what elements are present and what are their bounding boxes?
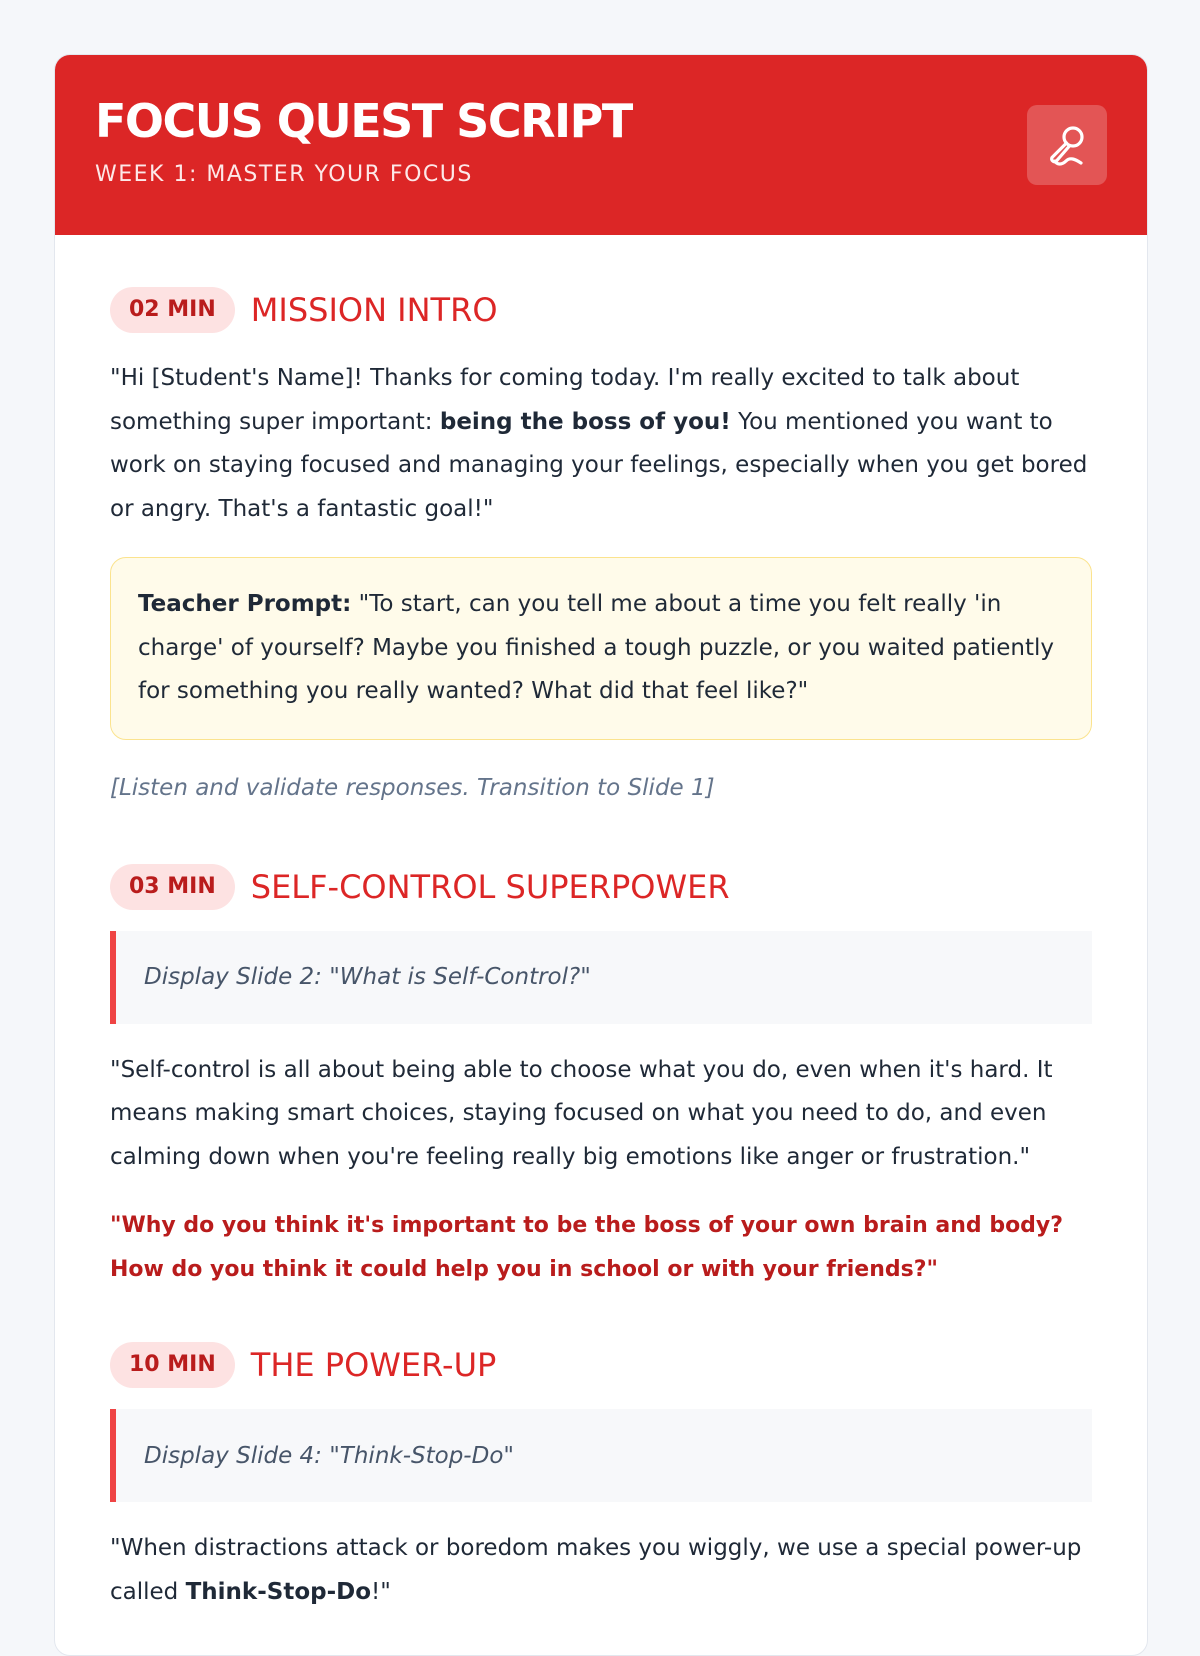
slide-callout: Display Slide 2: "What is Self-Control?": [110, 931, 1092, 1024]
script-body: [55, 235, 1147, 1614]
teacher-prompt-box: [110, 557, 1092, 740]
body-paragraph: "Self-control is all about being able to choose what you do, even when it's hard. It means making smart choices, staying focused on what you need to do, and even calming down when you're feeling really big emotions like anger or frustration.": [110, 1056, 1053, 1170]
body-paragraph: "When distractions attack or boredom makes you wiggly, we use a special power-up called Think-Stop-Do!": [110, 1535, 1082, 1605]
transition-note: [Listen and validate responses. Transition to Slide 1]: [110, 774, 715, 801]
microphone-button[interactable]: [1027, 105, 1107, 185]
discussion-question: "Why do you think it's important to be the boss of your own brain and body? How do you think it could help you in school or with your friends?": [110, 1213, 1064, 1282]
time-badge: 02 MIN: [110, 287, 235, 333]
script-card: [54, 54, 1148, 1656]
section-title: SELF-CONTROL SUPERPOWER: [250, 867, 730, 906]
header: [55, 55, 1147, 235]
emphasis-text: Think-Stop-Do: [185, 1578, 372, 1605]
intro-paragraph: "Hi [Student's Name]! Thanks for coming today. I'm really excited to talk about something super important: being the boss of you! You mentioned you want to work on staying focused and managing your feelings, especially when you get bored or angry. That's a fantastic goal!": [110, 365, 1088, 522]
page-subtitle: WEEK 1: MASTER YOUR FOCUS: [95, 162, 473, 187]
emphasis-text: being the boss of you!: [439, 408, 731, 435]
section-title: MISSION INTRO: [250, 291, 498, 329]
prompt-text: "To start, can you tell me about a time you felt really 'in charge' of yourself? Maybe you finished a tough puzzle, or you waited patiently for something you really wanted? What did that feel like?": [138, 591, 1055, 704]
section-power-up: [110, 1341, 1092, 1389]
time-badge: 10 MIN: [110, 1342, 235, 1388]
section-self-control: [110, 863, 1092, 911]
time-badge: 03 MIN: [110, 864, 235, 910]
section-title: THE POWER-UP: [250, 1346, 497, 1384]
page-title: FOCUS QUEST SCRIPT: [95, 94, 632, 148]
microphone-icon: [1043, 121, 1091, 169]
prompt-label: Teacher Prompt:: [138, 591, 352, 617]
slide-callout: Display Slide 4: "Think-Stop-Do": [110, 1409, 1092, 1502]
section-mission-intro: [110, 286, 1092, 334]
